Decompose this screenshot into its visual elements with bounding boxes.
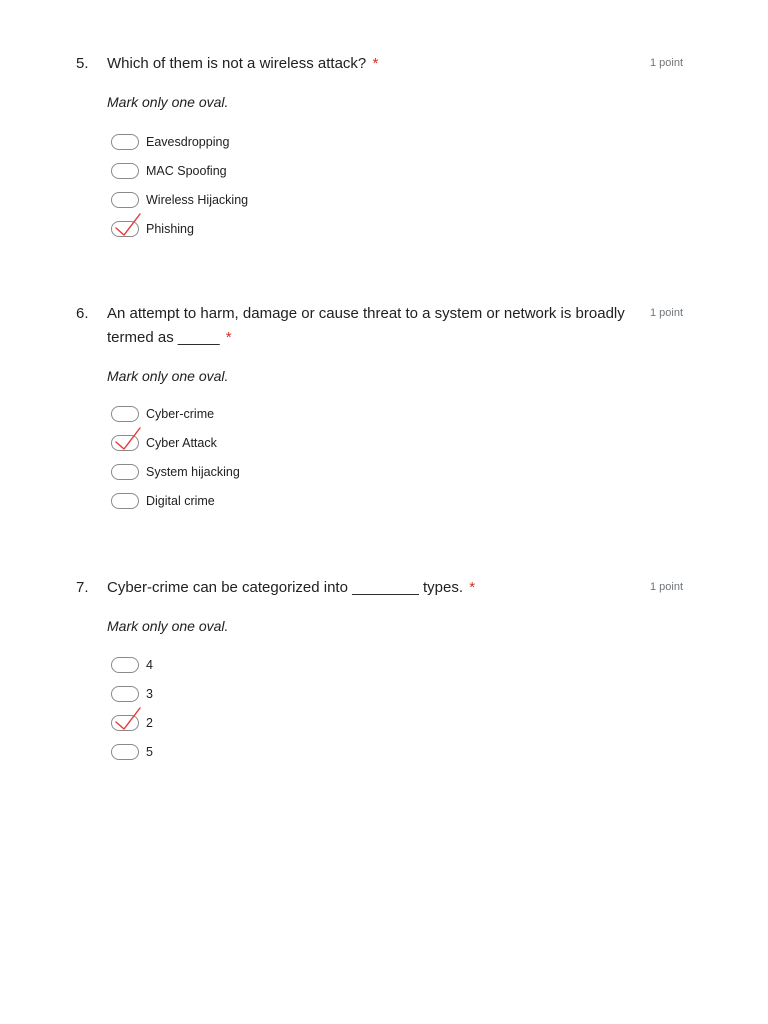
- question-hint: Mark only one oval.: [107, 618, 229, 634]
- question-text-content: An attempt to harm, damage or cause threat to a system or network is broadly termed as _____: [107, 305, 625, 346]
- radio-oval[interactable]: [111, 657, 139, 673]
- radio-oval[interactable]: [111, 163, 139, 179]
- option-label: Cyber-crime: [146, 407, 215, 421]
- option-4[interactable]: [111, 657, 153, 686]
- question-points: 1 point: [650, 57, 684, 69]
- option-system-hijacking[interactable]: [111, 464, 240, 493]
- radio-oval[interactable]: [111, 435, 139, 451]
- checkmark-icon: [114, 212, 144, 238]
- option-label: 2: [146, 716, 153, 730]
- question-text: [107, 52, 647, 76]
- option-label: 5: [146, 745, 153, 759]
- required-asterisk: *: [469, 579, 476, 596]
- option-label: MAC Spoofing: [146, 164, 227, 178]
- question-number: 6.: [76, 305, 89, 322]
- option-label: System hijacking: [146, 465, 240, 479]
- question-text: [107, 302, 647, 350]
- option-2[interactable]: [111, 715, 153, 744]
- option-label: Wireless Hijacking: [146, 193, 249, 207]
- required-asterisk: *: [372, 55, 379, 72]
- question-number: 7.: [76, 579, 89, 596]
- question-text-content: Cyber-crime can be categorized into ________ types.: [107, 579, 464, 596]
- question-hint: Mark only one oval.: [107, 94, 229, 110]
- radio-oval[interactable]: [111, 464, 139, 480]
- question-text-content: Which of them is not a wireless attack?: [107, 55, 367, 72]
- checkmark-icon: [114, 706, 144, 732]
- option-label: Phishing: [146, 222, 194, 236]
- option-label: Digital crime: [146, 494, 215, 508]
- required-asterisk: *: [225, 329, 232, 346]
- option-cyber-attack[interactable]: [111, 435, 240, 464]
- option-5[interactable]: [111, 744, 153, 773]
- options-list: [111, 406, 240, 522]
- option-label: 3: [146, 687, 153, 701]
- option-label: Eavesdropping: [146, 135, 230, 149]
- radio-oval[interactable]: [111, 221, 139, 237]
- question-text: [107, 576, 647, 600]
- radio-oval[interactable]: [111, 134, 139, 150]
- radio-oval[interactable]: [111, 493, 139, 509]
- option-digital-crime[interactable]: [111, 493, 240, 522]
- radio-oval[interactable]: [111, 686, 139, 702]
- radio-oval[interactable]: [111, 715, 139, 731]
- option-phishing[interactable]: [111, 221, 248, 250]
- option-label: Cyber Attack: [146, 436, 217, 450]
- question-hint: Mark only one oval.: [107, 368, 229, 384]
- option-eavesdropping[interactable]: [111, 134, 248, 163]
- question-points: 1 point: [650, 307, 684, 319]
- question-number: 5.: [76, 55, 89, 72]
- options-list: [111, 134, 248, 250]
- option-mac-spoofing[interactable]: [111, 163, 248, 192]
- question-points: 1 point: [650, 581, 684, 593]
- checkmark-icon: [114, 426, 144, 452]
- radio-oval[interactable]: [111, 406, 139, 422]
- option-label: 4: [146, 658, 153, 672]
- radio-oval[interactable]: [111, 744, 139, 760]
- options-list: [111, 657, 153, 773]
- radio-oval[interactable]: [111, 192, 139, 208]
